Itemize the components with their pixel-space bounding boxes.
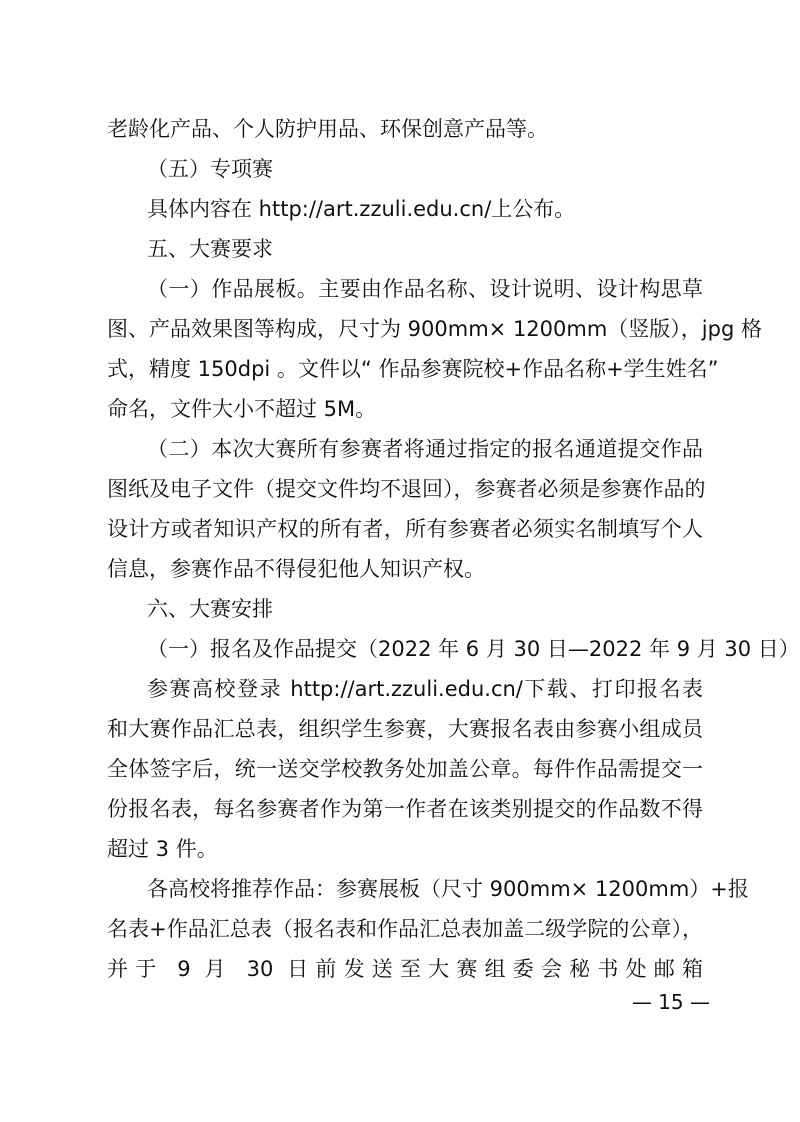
text-line: 具体内容在 http://art.zzuli.edu.cn/上公布。: [147, 197, 576, 221]
text-line: 参赛高校登录 http://art.zzuli.edu.cn/下载、打印报名表: [147, 677, 703, 701]
text-line: 老龄化产品、个人防护用品、环保创意产品等。: [107, 117, 548, 141]
text-line: 份报名表，每名参赛者作为第一作者在该类别提交的作品数不得: [107, 797, 703, 821]
text-line: 设计方或者知识产权的所有者，所有参赛者必须实名制填写个人: [107, 517, 703, 541]
text-line: 图纸及电子文件（提交文件均不退回），参赛者必须是参赛作品的: [107, 477, 706, 501]
text-line: 全体签字后，统一送交学校教务处加盖公章。每件作品需提交一: [107, 757, 703, 781]
text-line: 信息，参赛作品不得侵犯他人知识产权。: [107, 557, 485, 581]
text-line: 式，精度 150dpi 。文件以“ 作品参赛院校+作品名称+学生姓名”: [107, 357, 719, 381]
text-line: 图、产品效果图等构成，尺寸为 900mm× 1200mm（竖版），jpg 格: [107, 317, 762, 341]
text-line: 各高校将推荐作品：参赛展板（尺寸 900mm× 1200mm）+报: [147, 877, 749, 901]
text-line: （一）作品展板。主要由作品名称、设计说明、设计构思草: [147, 277, 703, 301]
section-heading: （五）专项赛: [147, 157, 273, 181]
text-line: 超过 3 件。: [107, 837, 218, 861]
text-line: （一）报名及作品提交（2022 年 6 月 30 日—2022 年 9 月 30 日）: [147, 637, 800, 661]
page-number: — 15 —: [631, 990, 710, 1014]
text-line: 名表+作品汇总表（报名表和作品汇总表加盖二级学院的公章），: [107, 917, 703, 941]
section-heading: 六、大赛安排: [147, 597, 273, 621]
text-line: （二）本次大赛所有参赛者将通过指定的报名通道提交作品: [147, 437, 703, 461]
text-line: 并于 9 月 30 日前发送至大赛组委会秘书处邮箱: [107, 957, 703, 981]
text-line: 命名，文件大小不超过 5M。: [107, 397, 377, 421]
text-line: 和大赛作品汇总表，组织学生参赛，大赛报名表由参赛小组成员: [107, 717, 703, 741]
section-heading: 五、大赛要求: [147, 237, 273, 261]
